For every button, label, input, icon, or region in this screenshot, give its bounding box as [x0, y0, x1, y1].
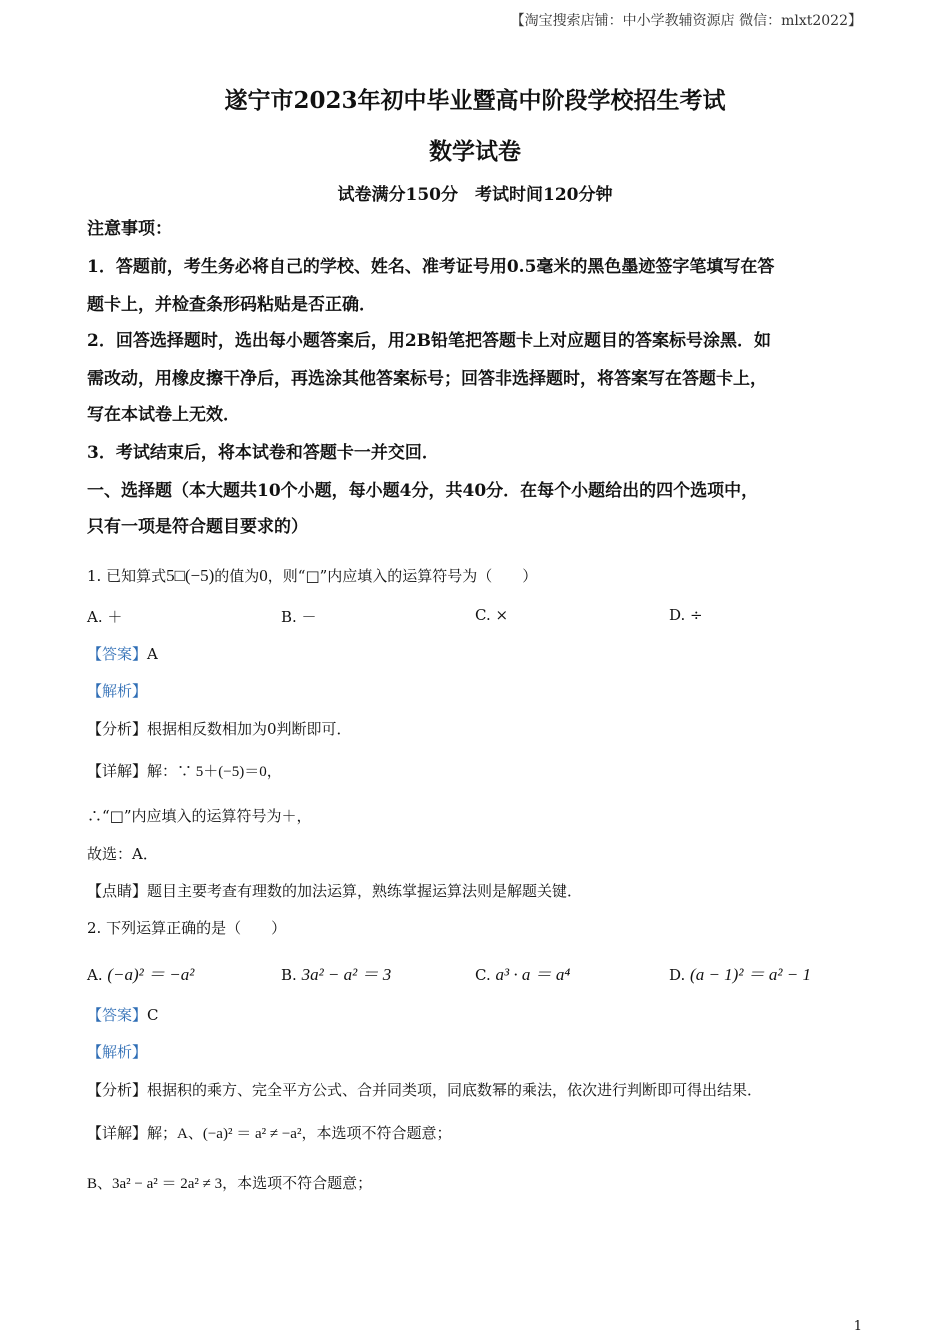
- q2-option-b: [281, 960, 391, 985]
- q1-option-b: B. －: [281, 608, 317, 626]
- q2-option-b-label: B.: [281, 966, 297, 984]
- q2-option-c: [475, 960, 570, 985]
- q1-stem-post: ，则“□”内应填入的运算符号为（ ）: [267, 567, 538, 585]
- q2-option-a-label: A.: [87, 966, 103, 984]
- q1-fenxi-label: 【分析】: [87, 720, 148, 738]
- q2-option-d: [669, 960, 811, 985]
- q2-option-c-expr: a³ · a ＝ a⁴: [495, 965, 571, 984]
- q1-answer: [87, 643, 158, 664]
- q1-option-c: C. ×: [475, 606, 509, 624]
- q2-option-a: [87, 960, 194, 985]
- q1-dianjing: [87, 880, 582, 901]
- section-heading-a: 一、选择题（本大题共10个小题，每小题4分，共40分．在每个小题给出的四个选项中，: [87, 481, 759, 501]
- notice-line-1a: 1．答题前，考生务必将自己的学校、姓名、准考证号用0.5毫米的黑色墨迹签字笔填写在答: [87, 257, 775, 277]
- q2-fenxi: [87, 1079, 762, 1100]
- q1-xiangjie-text: 解：∵ 5＋(−5)＝0，: [147, 764, 282, 780]
- q2-option-d-label: D.: [669, 966, 686, 984]
- exam-info: 试卷满分150分 考试时间120分钟: [337, 185, 613, 205]
- q2-option-b-expr: 3a² − a² ＝ 3: [301, 965, 392, 984]
- q1-option-a: A. ＋: [87, 608, 123, 626]
- q1-xiangjie: [87, 760, 282, 781]
- q1-choose: 故选：A．: [87, 845, 158, 863]
- q1-stem-pre: 1. 已知算式: [87, 567, 167, 585]
- page-number: 1: [853, 1319, 862, 1334]
- notice-line-3: 3．考试结束后，将本试卷和答题卡一并交回．: [87, 443, 439, 463]
- header-note: 【淘宝搜索店铺：中小学教辅资源店 微信：mlxt2022】: [510, 13, 862, 29]
- q2-fenxi-label: 【分析】: [87, 1081, 148, 1099]
- q1-stem-zero: 0: [259, 566, 268, 585]
- notice-line-1b: 题卡上，并检查条形码粘贴是否正确．: [87, 295, 376, 315]
- q2-xiangjie-label: 【详解】: [87, 1124, 148, 1142]
- q1-option-d: D. ÷: [669, 606, 703, 624]
- notice-line-2a: 2．回答选择题时，选出每小题答案后，用2B铅笔把答题卡上对应题目的答案标号涂黑．如: [87, 331, 772, 351]
- notice-line-2c: 写在本试卷上无效．: [87, 405, 240, 425]
- notice-heading: 注意事项：: [87, 219, 172, 239]
- q2-answer-label: 【答案】: [87, 1006, 148, 1024]
- q1-fenxi: [87, 718, 352, 739]
- q1-dianjing-label: 【点睛】: [87, 882, 148, 900]
- q2-answer: [87, 1004, 159, 1025]
- q1-fenxi-text: 根据相反数相加为0判断即可．: [147, 720, 352, 738]
- q2-option-d-expr: (a − 1)² ＝ a² − 1: [690, 965, 812, 984]
- section-heading-b: 只有一项是符合题目要求的）: [87, 517, 308, 537]
- q1-stem: [87, 565, 537, 586]
- q1-stem-expr: 5□(−5): [166, 566, 215, 585]
- exam-title: 遂宁市2023年初中毕业暨高中阶段学校招生考试: [224, 87, 726, 114]
- q2-xiangjie-b: B、3a² − a² ＝ 2a² ≠ 3，本选项不符合题意；: [87, 1176, 373, 1192]
- q1-analysis-label: 【解析】: [87, 682, 148, 700]
- q2-analysis-label: 【解析】: [87, 1043, 148, 1061]
- q2-xiangjie-a-text: 解；A、(−a)² ＝ a² ≠ −a²，本选项不符合题意；: [147, 1126, 452, 1142]
- q2-option-c-label: C.: [475, 966, 491, 984]
- q1-therefore: ∴“□”内应填入的运算符号为＋，: [87, 807, 312, 825]
- notice-line-2b: 需改动，用橡皮擦干净后，再选涂其他答案标号；回答非选择题时，将答案写在答题卡上，: [87, 369, 767, 389]
- q2-answer-value: C: [147, 1006, 159, 1024]
- q1-dianjing-text: 题目主要考查有理数的加法运算，熟练掌握运算法则是解题关键．: [147, 882, 583, 900]
- q1-answer-label: 【答案】: [87, 645, 148, 663]
- exam-subtitle: 数学试卷: [429, 138, 521, 165]
- q2-option-a-expr: (−a)² ＝ −a²: [107, 965, 195, 984]
- q1-answer-value: A: [147, 645, 158, 663]
- q2-fenxi-text: 根据积的乘方、完全平方公式、合并同类项，同底数幂的乘法，依次进行判断即可得出结果．: [147, 1081, 763, 1099]
- q2-xiangjie-a: [87, 1122, 451, 1143]
- q2-stem: 2. 下列运算正确的是（ ）: [87, 919, 287, 937]
- q1-stem-mid: 的值为: [214, 567, 260, 585]
- q1-xiangjie-label: 【详解】: [87, 762, 148, 780]
